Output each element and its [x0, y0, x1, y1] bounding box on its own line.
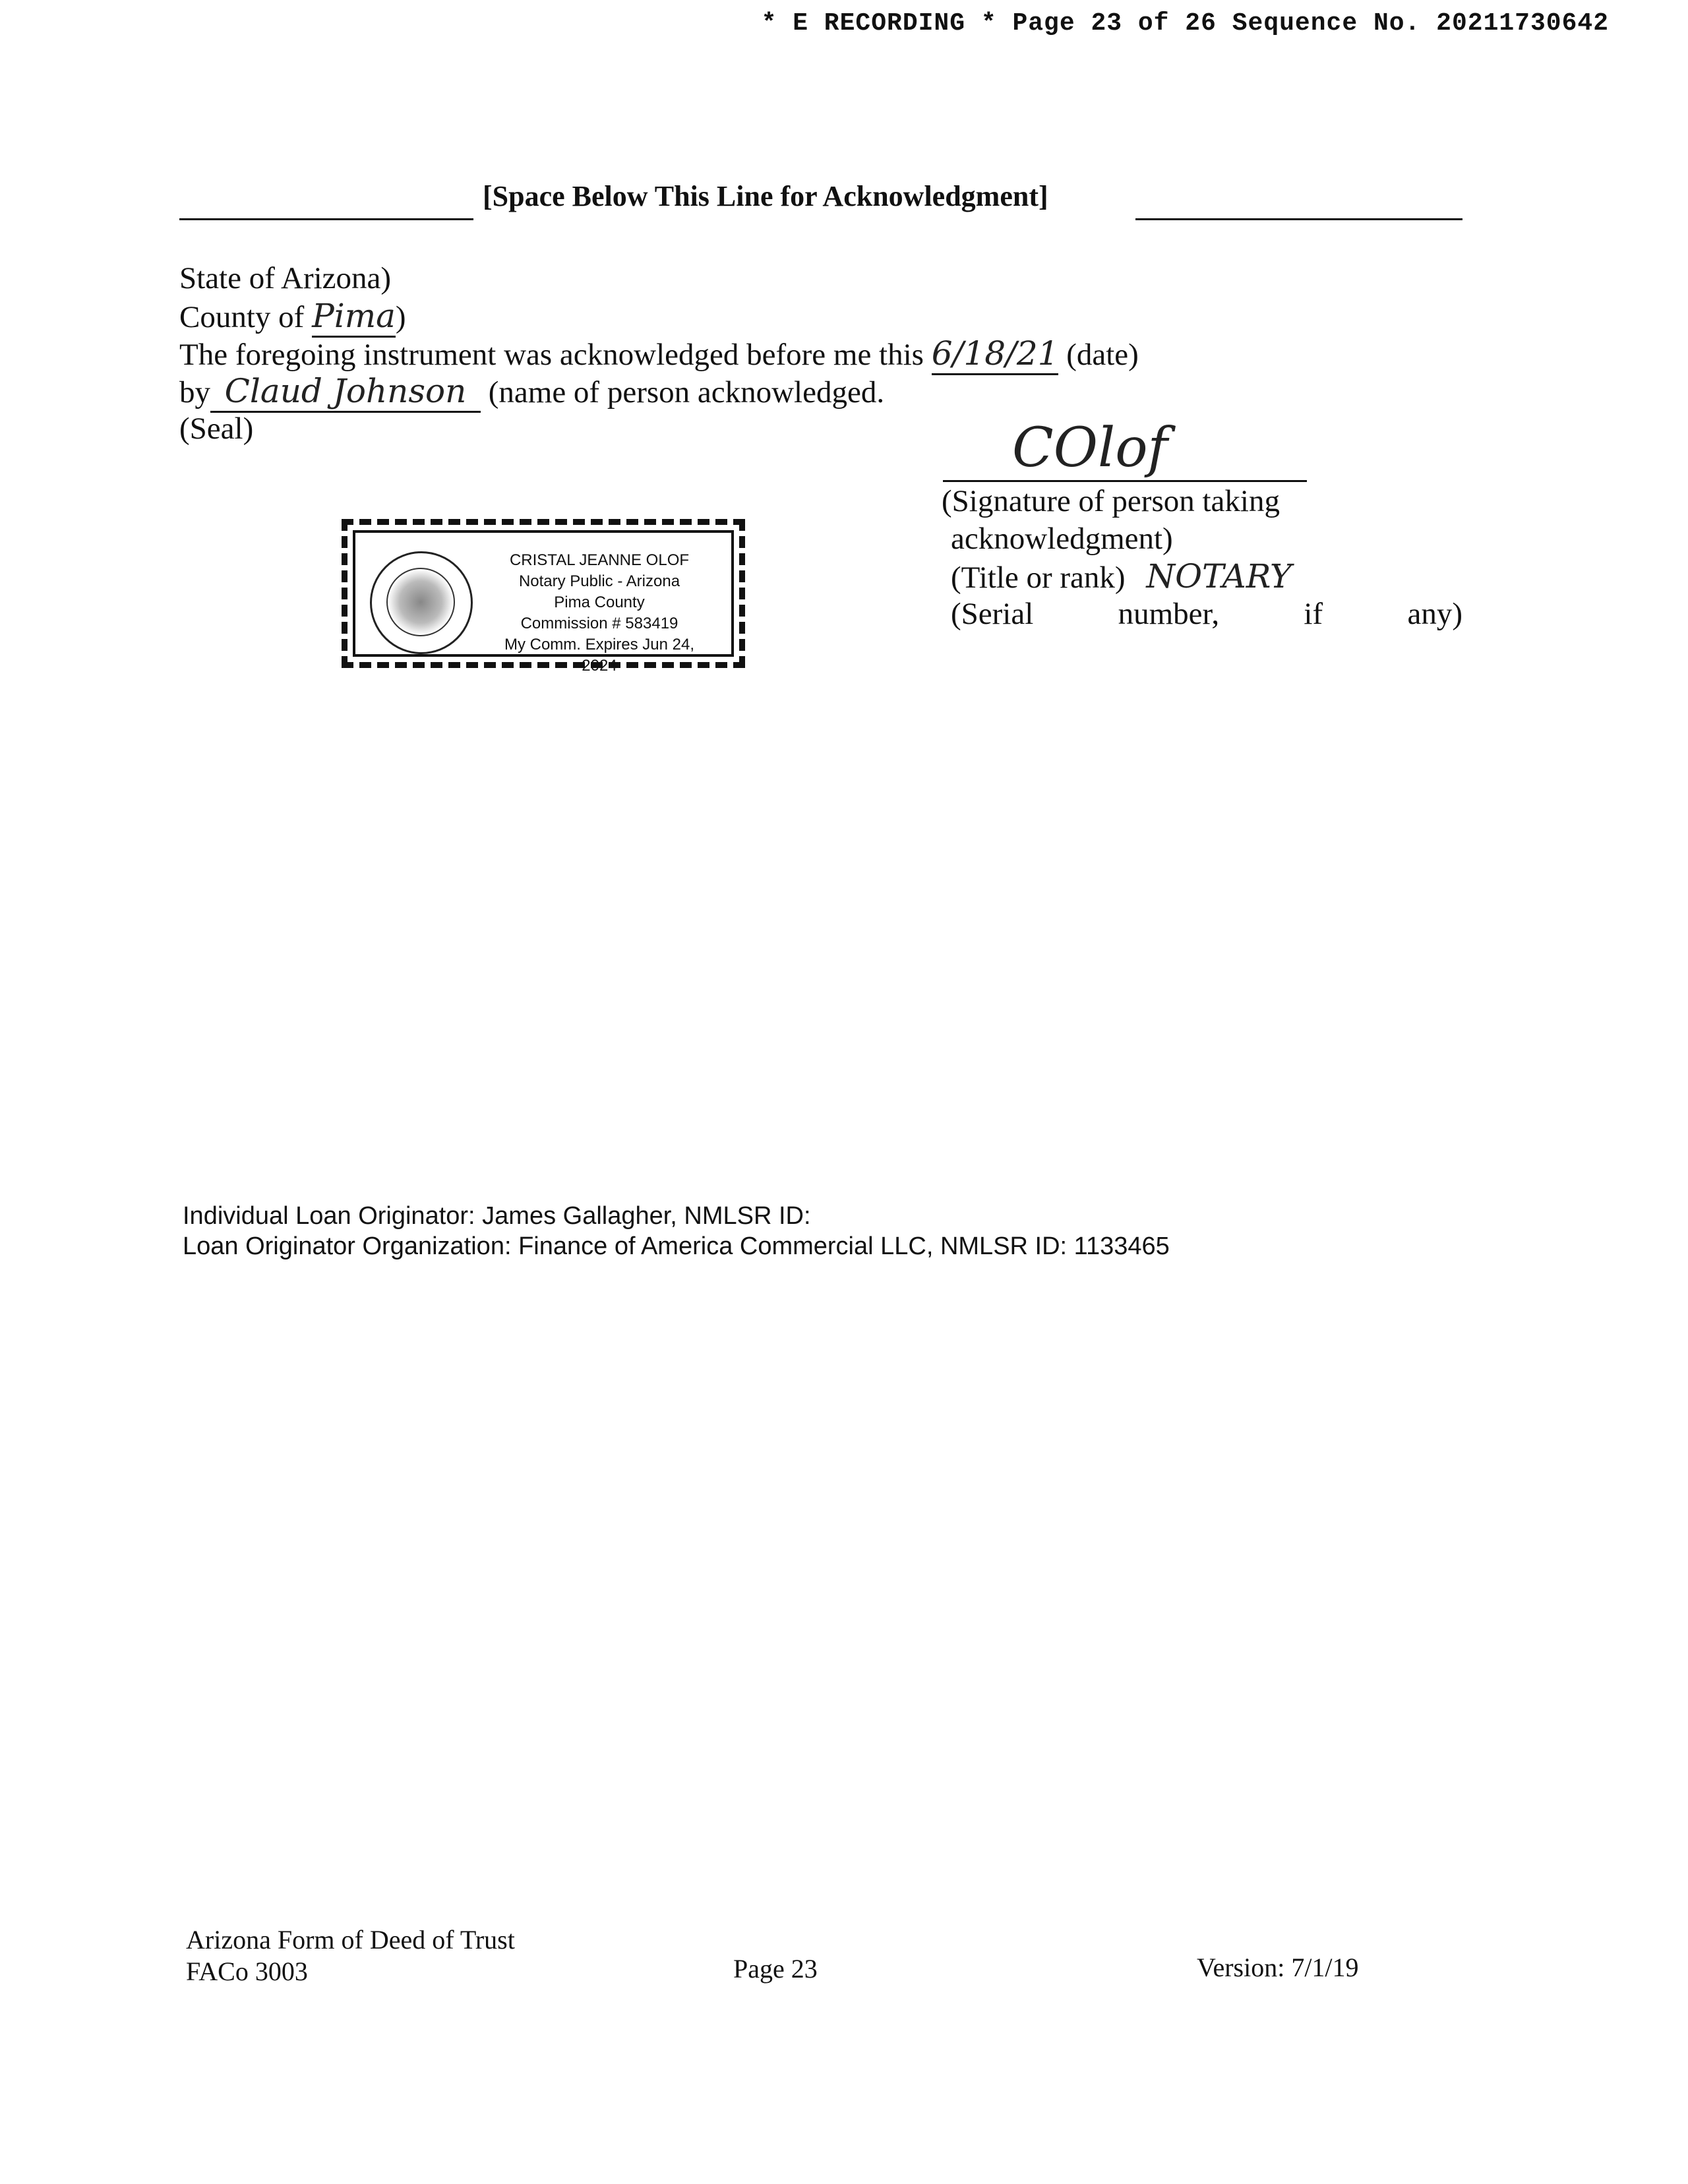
form-name: Arizona Form of Deed of Trust [186, 1925, 515, 1955]
county-prefix: County of [179, 300, 305, 334]
recording-header: * E RECORDING * Page 23 of 26 Sequence No. 20211730642 [761, 9, 1609, 38]
date-handwritten: 6/18/21 [932, 334, 1059, 375]
foregoing-text: The foregoing instrument was acknowledged before me this [179, 338, 924, 372]
title-label: (Title or rank) [951, 561, 1126, 595]
signature-label-2: acknowledgment) [951, 522, 1173, 556]
divider-right [1135, 218, 1462, 220]
state-seal-emblem [386, 568, 455, 636]
notary-stamp [342, 519, 745, 675]
county-line [179, 296, 406, 338]
notary-title: Notary Public - Arizona [518, 572, 680, 590]
serial-word-4: any) [1407, 597, 1462, 631]
name-label: (name of person acknowledged. [488, 375, 885, 410]
loan-originator: Individual Loan Originator: James Gallagher, NMLSR ID: [183, 1202, 811, 1230]
notary-commission: Commission # 583419 [520, 615, 678, 632]
signature-label-1: (Signature of person taking [942, 484, 1280, 518]
serial-line [951, 594, 1462, 634]
title-line [951, 557, 1292, 597]
seal-label: (Seal) [179, 411, 254, 446]
serial-word-3: if [1304, 597, 1323, 631]
state-line: State of Arizona) [179, 261, 392, 295]
county-suffix: ) [395, 300, 406, 334]
by-line [179, 371, 884, 413]
form-code: FACo 3003 [186, 1957, 308, 1986]
title-handwritten: NOTARY [1146, 557, 1292, 595]
notary-signature: COlof [1012, 417, 1168, 479]
page-number: Page 23 [733, 1954, 818, 1984]
by-prefix: by [179, 375, 210, 410]
loan-organization: Loan Originator Organization: Finance of America Commercial LLC, NMLSR ID: 1133465 [183, 1232, 1170, 1260]
notary-name: CRISTAL JEANNE OLOF [509, 551, 690, 569]
foregoing-line [179, 334, 1139, 375]
county-handwritten: Pima [312, 296, 396, 338]
divider-left [179, 218, 473, 220]
serial-word-1: (Serial [951, 597, 1034, 631]
notary-stamp-text [487, 550, 711, 677]
notary-county: Pima County [554, 593, 645, 611]
name-handwritten: Claud Johnson [210, 371, 481, 413]
notary-expires: My Comm. Expires Jun 24, 2024 [504, 636, 695, 675]
serial-word-2: number, [1118, 597, 1220, 631]
notary-stamp-frame [353, 530, 734, 675]
section-title: [Space Below This Line for Acknowledgment] [483, 180, 1048, 212]
date-label: (date) [1066, 338, 1139, 372]
version: Version: 7/1/19 [1197, 1953, 1359, 1982]
state-seal-icon [370, 551, 473, 654]
